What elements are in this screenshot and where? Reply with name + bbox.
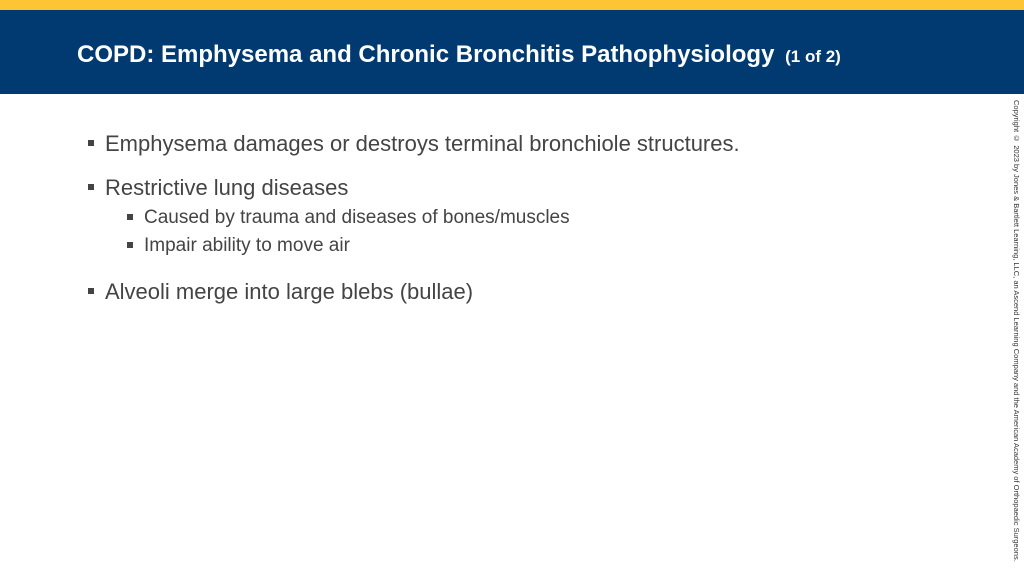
bullet-text: Alveoli merge into large blebs (bullae) — [105, 279, 474, 304]
square-bullet-icon — [88, 184, 94, 190]
bullet-text: Restrictive lung diseases — [105, 175, 349, 200]
slide-title-text: COPD: Emphysema and Chronic Bronchitis Pathophysiology — [77, 41, 775, 68]
bullet-list — [86, 128, 966, 308]
slide-title — [77, 40, 841, 72]
accent-stripe — [0, 0, 1024, 10]
bullet-item-restrictive — [86, 172, 966, 204]
sub-bullet-text: Caused by trauma and diseases of bones/muscles — [144, 207, 570, 228]
slide-subtitle: (1 of 2) — [785, 47, 841, 66]
square-bullet-icon — [127, 214, 133, 220]
bullet-item-alveoli — [86, 276, 966, 308]
square-bullet-icon — [88, 288, 94, 294]
copyright-notice: Copyright © 2023 by Jones & Bartlett Learning, LLC, an Ascend Learning Company and the American Academy of Orthopaedic Surgeons. — [1012, 100, 1021, 562]
square-bullet-icon — [88, 140, 94, 146]
sub-bullet-text: Impair ability to move air — [144, 235, 350, 256]
bullet-text: Emphysema damages or destroys terminal bronchiole structures. — [105, 131, 740, 156]
sub-bullet-item-trauma — [125, 204, 966, 232]
sub-bullet-item-air — [125, 232, 966, 260]
square-bullet-icon — [127, 242, 133, 248]
bullet-item-emphysema — [86, 128, 966, 160]
